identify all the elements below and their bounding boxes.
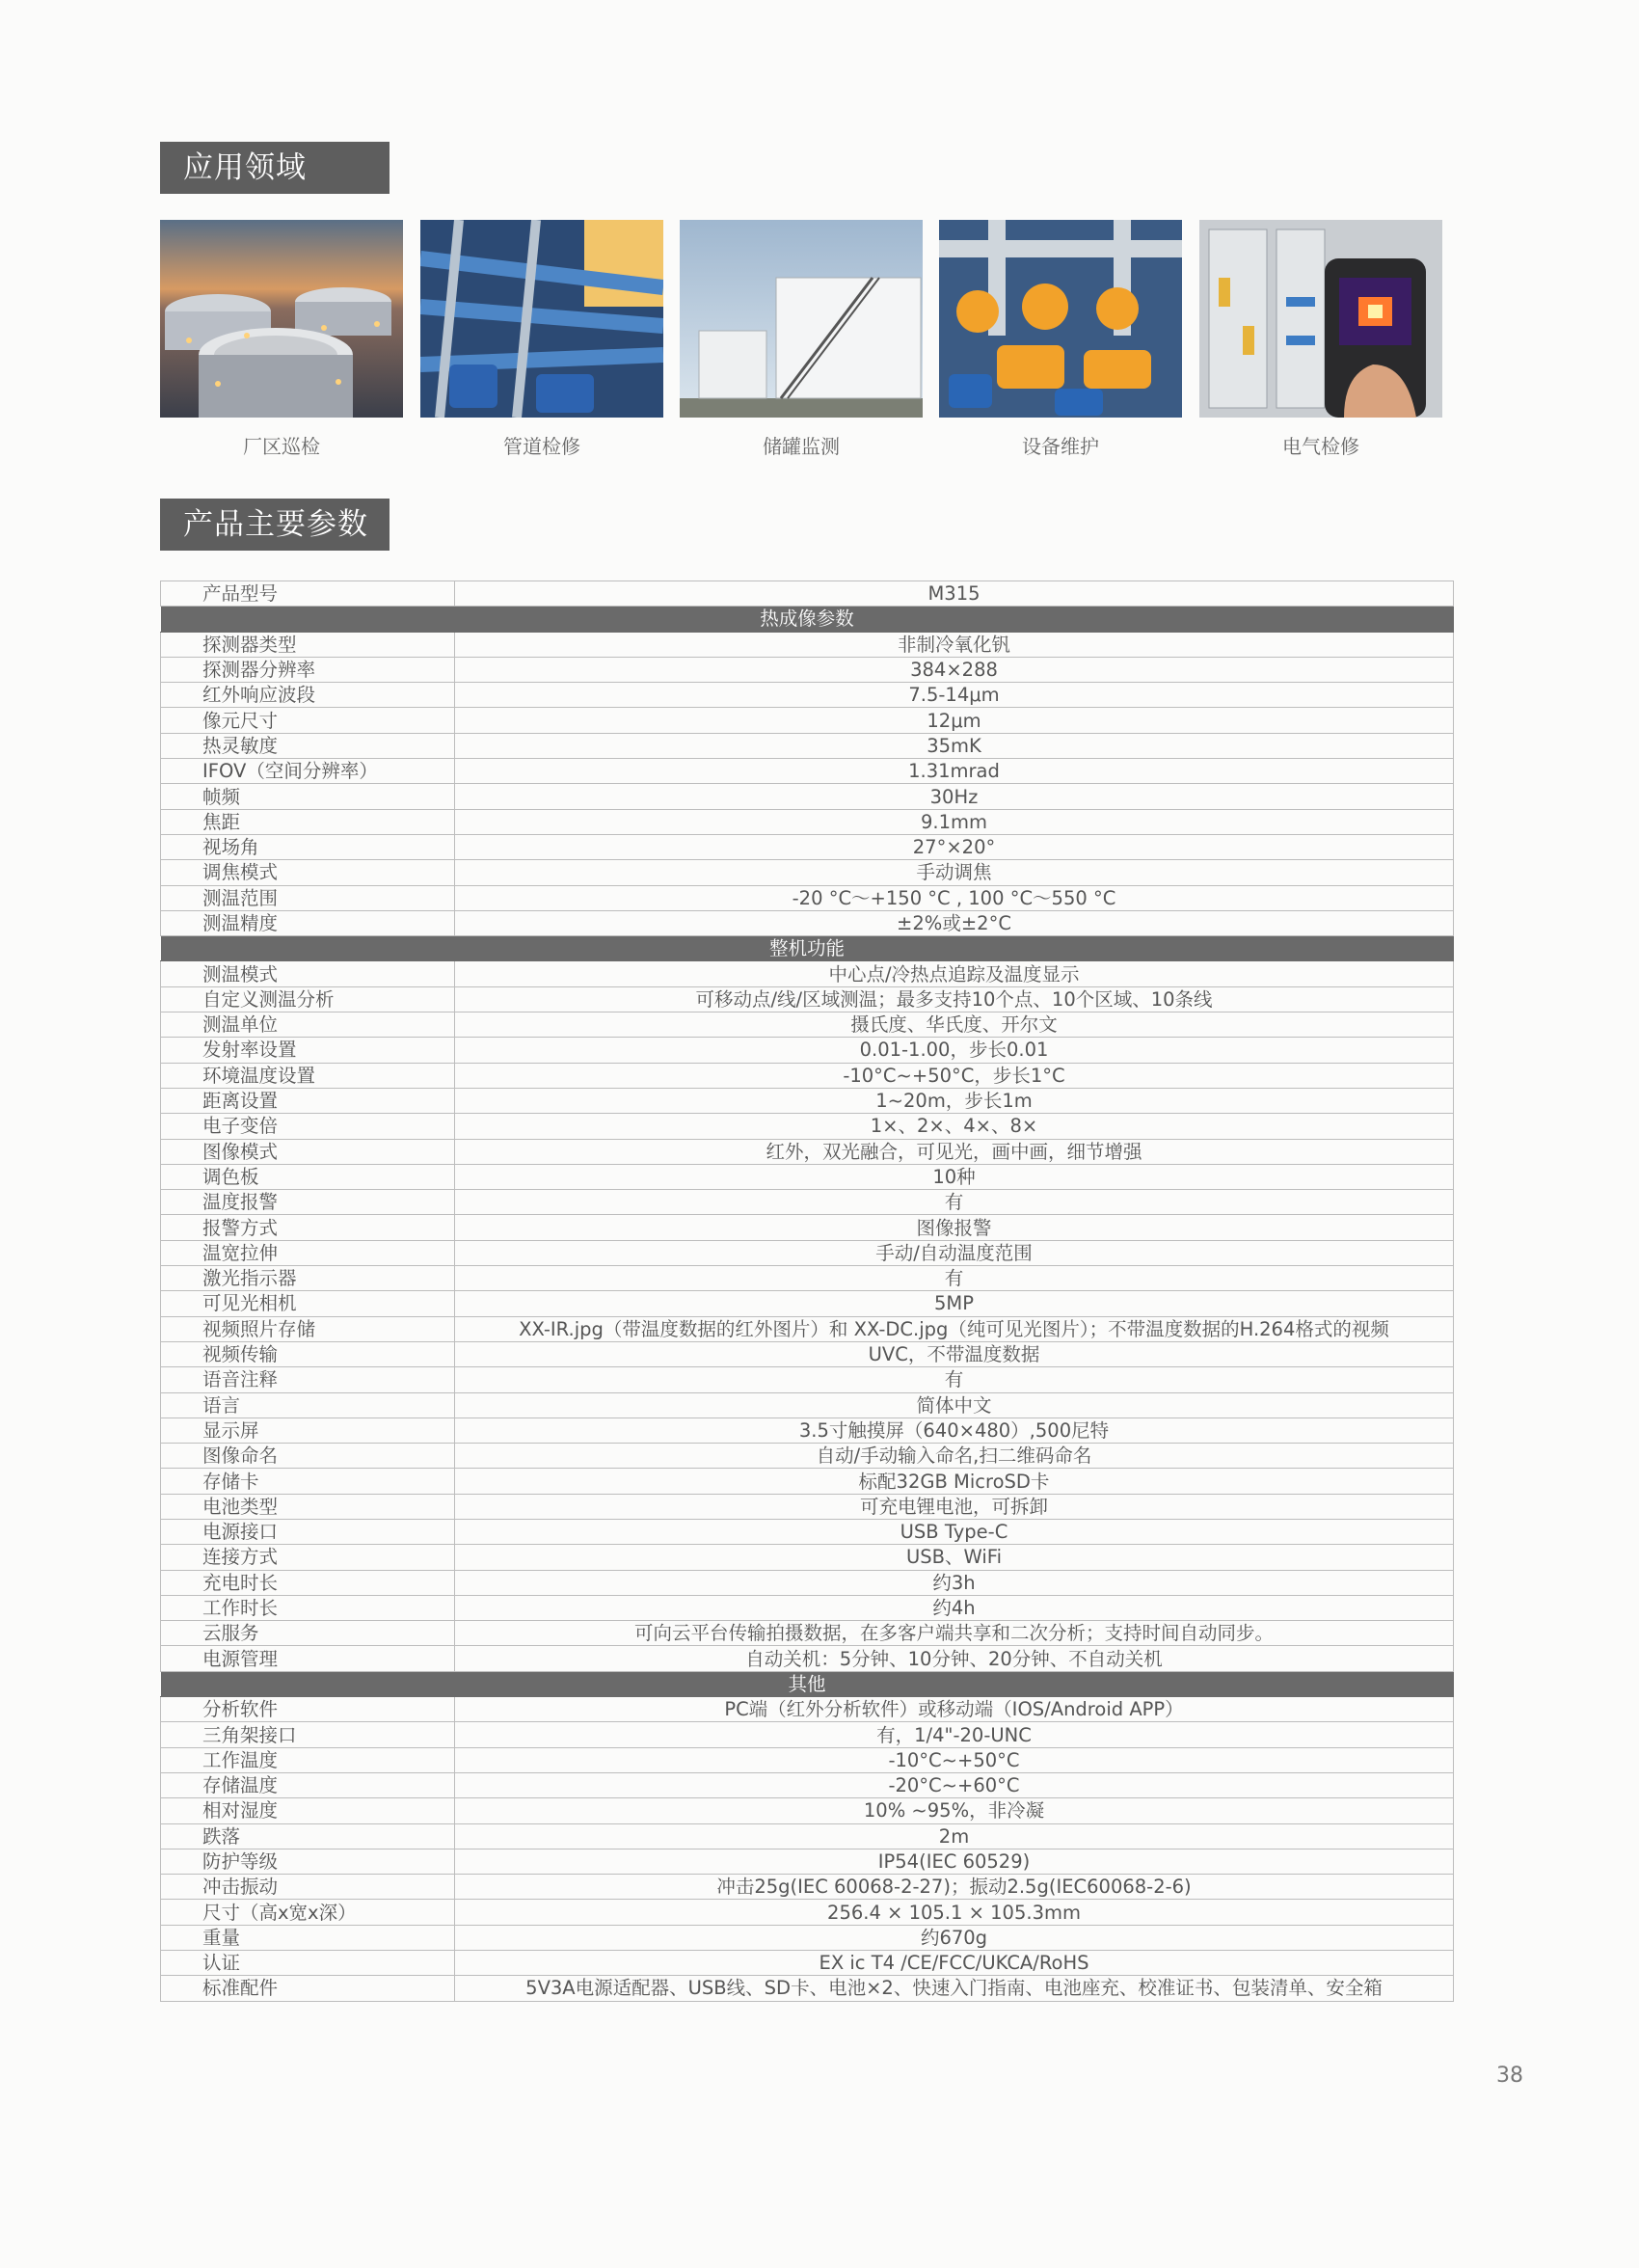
- orange-valve-actuators-photo: [939, 220, 1182, 418]
- spec-value: UVC，不带温度数据: [455, 1341, 1454, 1366]
- spec-key: 充电时长: [161, 1570, 455, 1595]
- spec-row: [161, 683, 1454, 708]
- spec-key: 防护等级: [161, 1849, 455, 1874]
- spec-row: [161, 1215, 1454, 1240]
- spec-value: M315: [455, 581, 1454, 607]
- spec-key: 云服务: [161, 1621, 455, 1646]
- spec-key: 温宽拉伸: [161, 1240, 455, 1265]
- spec-row: [161, 759, 1454, 784]
- spec-group-title: 其他: [161, 1671, 1454, 1696]
- application-caption: 管道检修: [503, 435, 580, 458]
- spec-value: 有: [455, 1190, 1454, 1215]
- spec-value: 10种: [455, 1164, 1454, 1189]
- applications-gallery: [160, 220, 1442, 461]
- spec-value: 1~20m，步长1m: [455, 1088, 1454, 1113]
- spec-value: 384×288: [455, 657, 1454, 682]
- spec-group-header: [161, 1671, 1454, 1696]
- spec-key: 产品型号: [161, 581, 455, 607]
- spec-key: 电源管理: [161, 1646, 455, 1671]
- spec-key: 电子变倍: [161, 1114, 455, 1139]
- spec-value: 12μm: [455, 708, 1454, 733]
- spec-key: 视频传输: [161, 1341, 455, 1366]
- spec-row: [161, 1266, 1454, 1291]
- spec-row-model: [161, 581, 1454, 607]
- spec-row: [161, 1088, 1454, 1113]
- spec-group-title: 整机功能: [161, 936, 1454, 961]
- spec-row: [161, 1849, 1454, 1874]
- spec-row: [161, 657, 1454, 682]
- spec-key: 测温精度: [161, 910, 455, 935]
- spec-value: 有，1/4"-20-UNC: [455, 1722, 1454, 1747]
- application-caption: 设备维护: [1022, 435, 1099, 458]
- spec-value: 5MP: [455, 1291, 1454, 1316]
- spec-row: [161, 632, 1454, 657]
- spec-row: [161, 1798, 1454, 1823]
- spec-row: [161, 1697, 1454, 1722]
- spec-row: [161, 1240, 1454, 1265]
- spec-key: 视频照片存储: [161, 1316, 455, 1341]
- spec-value: 35mK: [455, 733, 1454, 758]
- spec-value: 手动调焦: [455, 860, 1454, 885]
- spec-row: [161, 1164, 1454, 1189]
- spec-key: 报警方式: [161, 1215, 455, 1240]
- blue-pipeline-valves-photo: [420, 220, 663, 418]
- spec-value: PC端（红外分析软件）或移动端（IOS/Android APP）: [455, 1697, 1454, 1722]
- spec-row: [161, 1063, 1454, 1088]
- spec-key: 测温单位: [161, 1012, 455, 1038]
- spec-value: 手动/自动温度范围: [455, 1240, 1454, 1265]
- spec-key: 自定义测温分析: [161, 986, 455, 1012]
- spec-row: [161, 1367, 1454, 1392]
- spec-value: -20°C~+60°C: [455, 1772, 1454, 1797]
- spec-row: [161, 1038, 1454, 1063]
- spec-value: 约3h: [455, 1570, 1454, 1595]
- spec-key: 环境温度设置: [161, 1063, 455, 1088]
- section-title-applications: 应用领域: [160, 142, 390, 194]
- spec-key: IFOV（空间分辨率）: [161, 759, 455, 784]
- spec-row: [161, 860, 1454, 885]
- spec-row: [161, 1392, 1454, 1418]
- spec-value: 1×、2×、4×、8×: [455, 1114, 1454, 1139]
- spec-key: 工作温度: [161, 1747, 455, 1772]
- spec-value: 0.01-1.00，步长0.01: [455, 1038, 1454, 1063]
- spec-key: 红外响应波段: [161, 683, 455, 708]
- spec-value: 中心点/冷热点追踪及温度显示: [455, 961, 1454, 986]
- spec-value: 自动关机：5分钟、10分钟、20分钟、不自动关机: [455, 1646, 1454, 1671]
- spec-value: 10% ~95%，非冷凝: [455, 1798, 1454, 1823]
- spec-key: 跌落: [161, 1823, 455, 1849]
- spec-row: [161, 1621, 1454, 1646]
- spec-key: 调焦模式: [161, 860, 455, 885]
- application-item: [420, 220, 663, 459]
- spec-group-title: 热成像参数: [161, 607, 1454, 632]
- spec-row: [161, 1291, 1454, 1316]
- spec-key: 距离设置: [161, 1088, 455, 1113]
- spec-value: 非制冷氧化钒: [455, 632, 1454, 657]
- white-storage-tanks-photo: [680, 220, 923, 418]
- spec-key: 重量: [161, 1925, 455, 1950]
- spec-row: [161, 1951, 1454, 1976]
- spec-row: [161, 1976, 1454, 2001]
- spec-key: 测温范围: [161, 885, 455, 910]
- spec-value: 30Hz: [455, 784, 1454, 809]
- spec-value: 摄氏度、华氏度、开尔文: [455, 1012, 1454, 1038]
- spec-table: [160, 580, 1454, 2002]
- spec-value: 自动/手动输入命名,扫二维码命名: [455, 1444, 1454, 1469]
- spec-row: [161, 885, 1454, 910]
- spec-value: IP54(IEC 60529): [455, 1849, 1454, 1874]
- spec-value: -10°C~+50°C，步长1°C: [455, 1063, 1454, 1088]
- spec-row: [161, 1012, 1454, 1038]
- spec-key: 测温模式: [161, 961, 455, 986]
- spec-value: 图像报警: [455, 1215, 1454, 1240]
- spec-group-header: [161, 607, 1454, 632]
- spec-value: 标配32GB MicroSD卡: [455, 1469, 1454, 1494]
- spec-key: 电源接口: [161, 1519, 455, 1544]
- spec-value: -10°C~+50°C: [455, 1747, 1454, 1772]
- spec-key: 冲击振动: [161, 1875, 455, 1900]
- spec-key: 显示屏: [161, 1418, 455, 1443]
- application-item: [680, 220, 923, 459]
- spec-value: 可充电锂电池，可拆卸: [455, 1494, 1454, 1519]
- spec-key: 工作时长: [161, 1595, 455, 1620]
- spec-row: [161, 1646, 1454, 1671]
- spec-row: [161, 986, 1454, 1012]
- spec-value: 256.4 × 105.1 × 105.3mm: [455, 1900, 1454, 1925]
- oil-storage-tank-farm-photo: [160, 220, 403, 418]
- application-caption: 厂区巡检: [243, 435, 320, 458]
- page-number: 38: [1496, 2064, 1523, 2088]
- spec-row: [161, 1341, 1454, 1366]
- application-item: [1199, 220, 1442, 459]
- spec-row: [161, 784, 1454, 809]
- section-title-params: 产品主要参数: [160, 499, 390, 551]
- spec-row: [161, 1519, 1454, 1544]
- spec-value: USB、WiFi: [455, 1545, 1454, 1570]
- spec-group-header: [161, 936, 1454, 961]
- spec-value: ±2%或±2°C: [455, 910, 1454, 935]
- spec-value: 5V3A电源适配器、USB线、SD卡、电池×2、快速入门指南、电池座充、校准证书、包装清单、安全箱: [455, 1976, 1454, 2001]
- spec-row: [161, 1772, 1454, 1797]
- spec-value: EX ic T4 /CE/FCC/UKCA/RoHS: [455, 1951, 1454, 1976]
- spec-row: [161, 733, 1454, 758]
- spec-key: 像元尺寸: [161, 708, 455, 733]
- spec-key: 分析软件: [161, 1697, 455, 1722]
- spec-row: [161, 1114, 1454, 1139]
- spec-row: [161, 1190, 1454, 1215]
- spec-row: [161, 1316, 1454, 1341]
- spec-value: 7.5-14μm: [455, 683, 1454, 708]
- spec-key: 相对湿度: [161, 1798, 455, 1823]
- spec-key: 热灵敏度: [161, 733, 455, 758]
- spec-value: 有: [455, 1266, 1454, 1291]
- spec-row: [161, 910, 1454, 935]
- application-item: [939, 220, 1182, 459]
- spec-value: USB Type-C: [455, 1519, 1454, 1544]
- spec-value: 9.1mm: [455, 809, 1454, 834]
- spec-row: [161, 1469, 1454, 1494]
- spec-value: -20 °C～+150 °C , 100 °C～550 °C: [455, 885, 1454, 910]
- spec-key: 认证: [161, 1951, 455, 1976]
- spec-key: 电池类型: [161, 1494, 455, 1519]
- spec-row: [161, 1570, 1454, 1595]
- spec-key: 尺寸（高x宽x深）: [161, 1900, 455, 1925]
- spec-value: 2m: [455, 1823, 1454, 1849]
- spec-key: 标准配件: [161, 1976, 455, 2001]
- spec-value: 简体中文: [455, 1392, 1454, 1418]
- spec-value: 可向云平台传输拍摄数据，在多客户端共享和二次分析；支持时间自动同步。: [455, 1621, 1454, 1646]
- application-caption: 电气检修: [1282, 435, 1359, 458]
- spec-row: [161, 809, 1454, 834]
- spec-key: 语音注释: [161, 1367, 455, 1392]
- spec-value: XX-IR.jpg（带温度数据的红外图片）和 XX-DC.jpg（纯可见光图片）；不带温度数据的H.264格式的视频: [455, 1316, 1454, 1341]
- spec-key: 温度报警: [161, 1190, 455, 1215]
- spec-row: [161, 1925, 1454, 1950]
- spec-key: 图像命名: [161, 1444, 455, 1469]
- spec-key: 可见光相机: [161, 1291, 455, 1316]
- spec-row: [161, 1494, 1454, 1519]
- spec-key: 探测器类型: [161, 632, 455, 657]
- spec-row: [161, 708, 1454, 733]
- spec-key: 语言: [161, 1392, 455, 1418]
- spec-value: 3.5寸触摸屏（640×480）,500尼特: [455, 1418, 1454, 1443]
- spec-row: [161, 1823, 1454, 1849]
- spec-row: [161, 1595, 1454, 1620]
- spec-value: 约4h: [455, 1595, 1454, 1620]
- spec-key: 存储温度: [161, 1772, 455, 1797]
- spec-key: 探测器分辨率: [161, 657, 455, 682]
- spec-key: 图像模式: [161, 1139, 455, 1164]
- spec-key: 视场角: [161, 834, 455, 859]
- spec-key: 发射率设置: [161, 1038, 455, 1063]
- application-item: [160, 220, 403, 459]
- thermal-camera-inspecting-cabinet-photo: [1199, 220, 1442, 418]
- spec-key: 帧频: [161, 784, 455, 809]
- spec-row: [161, 961, 1454, 986]
- spec-key: 存储卡: [161, 1469, 455, 1494]
- spec-value: 27°×20°: [455, 834, 1454, 859]
- spec-key: 激光指示器: [161, 1266, 455, 1291]
- spec-key: 三角架接口: [161, 1722, 455, 1747]
- spec-value: 1.31mrad: [455, 759, 1454, 784]
- spec-value: 约670g: [455, 1925, 1454, 1950]
- spec-row: [161, 1139, 1454, 1164]
- spec-row: [161, 1747, 1454, 1772]
- spec-value: 冲击25g(IEC 60068-2-27)；振动2.5g(IEC60068-2-6): [455, 1875, 1454, 1900]
- spec-key: 焦距: [161, 809, 455, 834]
- spec-row: [161, 834, 1454, 859]
- spec-row: [161, 1875, 1454, 1900]
- spec-row: [161, 1444, 1454, 1469]
- spec-value: 可移动点/线/区域测温；最多支持10个点、10个区域、10条线: [455, 986, 1454, 1012]
- spec-row: [161, 1418, 1454, 1443]
- spec-key: 连接方式: [161, 1545, 455, 1570]
- spec-key: 调色板: [161, 1164, 455, 1189]
- application-caption: 储罐监测: [763, 435, 840, 458]
- spec-value: 有: [455, 1367, 1454, 1392]
- spec-value: 红外，双光融合，可见光，画中画，细节增强: [455, 1139, 1454, 1164]
- spec-row: [161, 1900, 1454, 1925]
- spec-row: [161, 1545, 1454, 1570]
- spec-row: [161, 1722, 1454, 1747]
